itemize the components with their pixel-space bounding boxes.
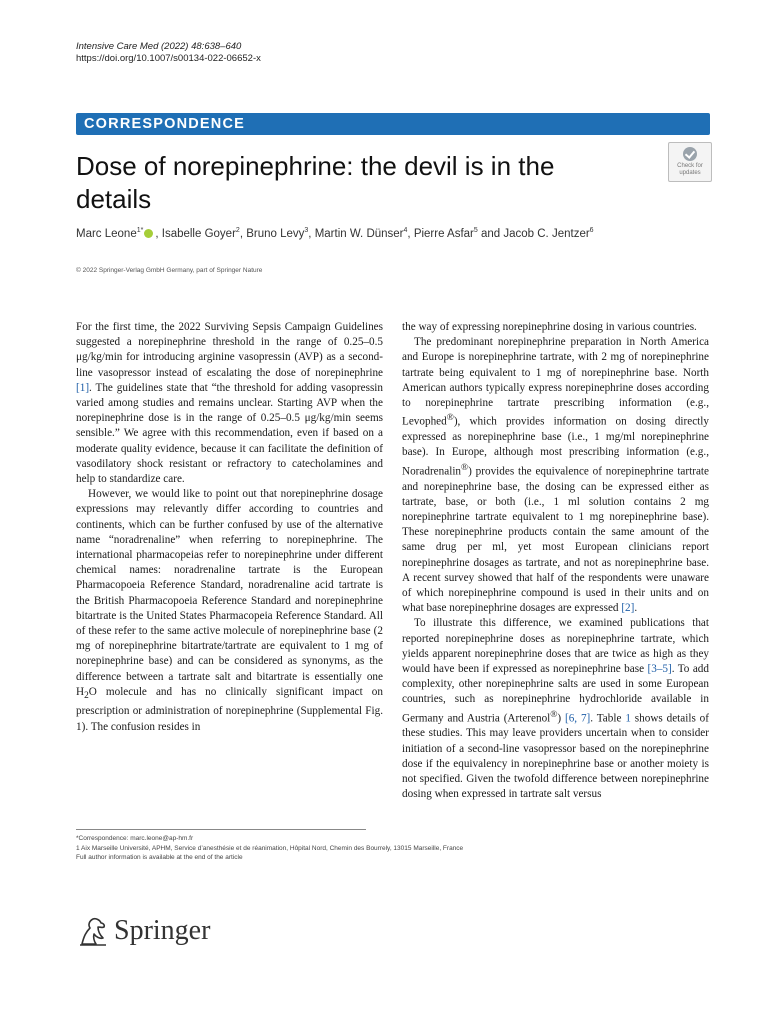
section-label: CORRESPONDENCE: [84, 116, 246, 132]
copyright-notice: © 2022 Springer-Verlag GmbH Germany, part of Springer Nature: [76, 267, 263, 274]
author-affiliation-marker: 3: [304, 227, 309, 234]
author-name[interactable]: Isabelle Goyer: [161, 227, 236, 240]
publisher-logo: [76, 912, 236, 952]
body-paragraph: the way of expressing norepinephrine dosing in various countries.: [402, 321, 697, 333]
footnote-line: 1 Aix Marseille Université, APHM, Service d’anesthésie et de réanimation, Hôpital Nord, Chemin des Bourrely, 13015 Marseille, France: [76, 844, 464, 852]
check-updates-icon: [683, 147, 697, 161]
author-affiliation-marker: 2: [235, 227, 240, 234]
article-title: Dose of norepinephrine: the devil is in the details: [76, 151, 555, 214]
check-updates-label: Check for updates: [677, 163, 703, 176]
citation-link[interactable]: [6, 7]: [564, 712, 591, 725]
author-affiliation-marker: 5: [473, 227, 478, 234]
body-paragraph: The predominant norepinephrine preparation in North America and Europe is norepinephrine tartrate, with 2 mg of norepinephrine tartrate being equivalent to 1 mg of norepinephrine base. North American authors typically express norepinephrine doses according to norepinephrine tartrate prescribing information (e.g., Levophed®), which provides information on dosing directly expressed as norepinephrine base (i.e., 1 mg/ml norepinephrine base). In Europe, although most prescribing information (e.g., Noradrenalin®) provides the equivalence of norepinephrine tartrate and norepinephrine base, the dosing can be expressed either as tartrate, base, or both (i.e., 1 ml solution contains 2 mg norepinephrine tartrate equivalent to 1 mg norepinephrine base). These norepinephrine products contain the same amount of the same drug per ml, yet most European clinicians report norepinephrine dosages as tartrate, and not as norepinephrine base. A recent survey showed that half of the respondents were unaware of which norepinephrine compound is used in their units and on what base norepinephrine dosages are expressed [2].: [402, 336, 709, 615]
author-name[interactable]: Martin W. Dünser: [314, 227, 404, 240]
footnotes: [76, 829, 464, 863]
body-paragraph: For the first time, the 2022 Surviving Sepsis Campaign Guidelines suggested a norepinephrine threshold in the range of 0.25–0.5 μg/kg/min for introducing arginine vasopressin (AVP) as a second-line vasopressor instead of escalating the dose of norepinephrine [1]. The guidelines state that “the threshold for adding vasopressin varied among studies and remains unclear. Starting AVP when the norepinephrine dose is in the range of 0.25–0.5 μg/kg/min seems sensible.” We agree with this recommendation, even if based on a moderate quality evidence, because it can facilitate the definition of vasodilatory shock resistant or refractory to catecholamines and help to standardize care.: [76, 321, 383, 486]
author-list: Marc Leone$^{1*}$ , Isabelle Goyer$^2$, Bruno Levy$^3$, Martin W. Dünser$^4$, Pierre Asfar$^5$ and Jacob C. Jentzer$^6$: [76, 227, 594, 240]
citation-link[interactable]: [2]: [621, 602, 635, 615]
author-name[interactable]: Jacob C. Jentzer: [503, 227, 590, 240]
author-affiliation-marker: 6: [589, 227, 594, 234]
publisher-name: Springer: [114, 915, 211, 946]
body-column-left: [76, 320, 383, 735]
footnote-line: Full author information is available at the end of the article: [76, 854, 243, 861]
author-name[interactable]: Pierre Asfar: [413, 227, 474, 240]
citation-link[interactable]: [1]: [76, 381, 90, 394]
body-column-right: [402, 320, 709, 803]
body-paragraph: To illustrate this difference, we examined publications that reported norepinephrine doses as norepinephrine tartrate, which yields apparent norepinephrine doses that are twice as high as they would have been if expressed as norepinephrine base [3–5]. To add complexity, other norepinephrine salts are used in some European countries, such as norepinephrine hydrochloride available in Germany and Austria (Arterenol®) [6, 7]. Table 1 shows details of these studies. This may leave providers uncertain when to consider initiation of a second-line vasopressor based on the norepinephrine dose if the equivalency in norepinephrine base or another moiety is not specified. Given the twofold difference between norepinephrine dosing when expressed in tartrate salt versus: [402, 617, 710, 801]
author-affiliation-marker: 1*: [136, 227, 144, 234]
footnote-line: *Correspondence: marc.leone@ap-hm.fr: [76, 835, 194, 842]
citation-link[interactable]: 1: [625, 712, 631, 725]
section-banner: [76, 113, 710, 135]
citation-link[interactable]: [3–5]: [647, 662, 672, 675]
author-affiliation-marker: 4: [403, 227, 408, 234]
body-paragraph: However, we would like to point out that norepinephrine dosage expressions may relevantly differ according to countries and continents, which can be further confused by use of the alternative name “noradrenaline” when referring to norepinephrine. The international pharmacopeias refer to norepinephrine under different chemical names: noradrenaline tartrate is the European Pharmacopoeia Reference Standard, noradrenaline acid tartrate is the British Pharmacopoeia Reference Standard and norepinephrine bitartrate is the United States Pharmacopeia Reference Standard. All of these refer to the same active molecule of norepinephrine base (2 mg of norepinephrine bitartrate/tartrate are equivalent to 1 mg of norepinephrine base) and can be considered as synonyms, as the difference between a tartrate salt and bitartrate is essentially one $H_2O$ molecule and has no clinically significant impact on prescription or administration of norepinephrine (Supplemental Fig. 1). The confusion resides in: [76, 488, 383, 733]
doi-link[interactable]: https://doi.org/10.1007/s00134-022-06652-x: [76, 53, 261, 64]
orcid-icon[interactable]: [144, 229, 153, 238]
journal-citation: Intensive Care Med (2022) 48:638–640: [76, 41, 242, 52]
author-name[interactable]: Marc Leone: [76, 227, 137, 240]
journal-header: [76, 41, 261, 65]
springer-horse-icon: [76, 914, 110, 948]
check-for-updates-button[interactable]: [668, 142, 712, 182]
author-name[interactable]: Bruno Levy: [246, 227, 305, 240]
